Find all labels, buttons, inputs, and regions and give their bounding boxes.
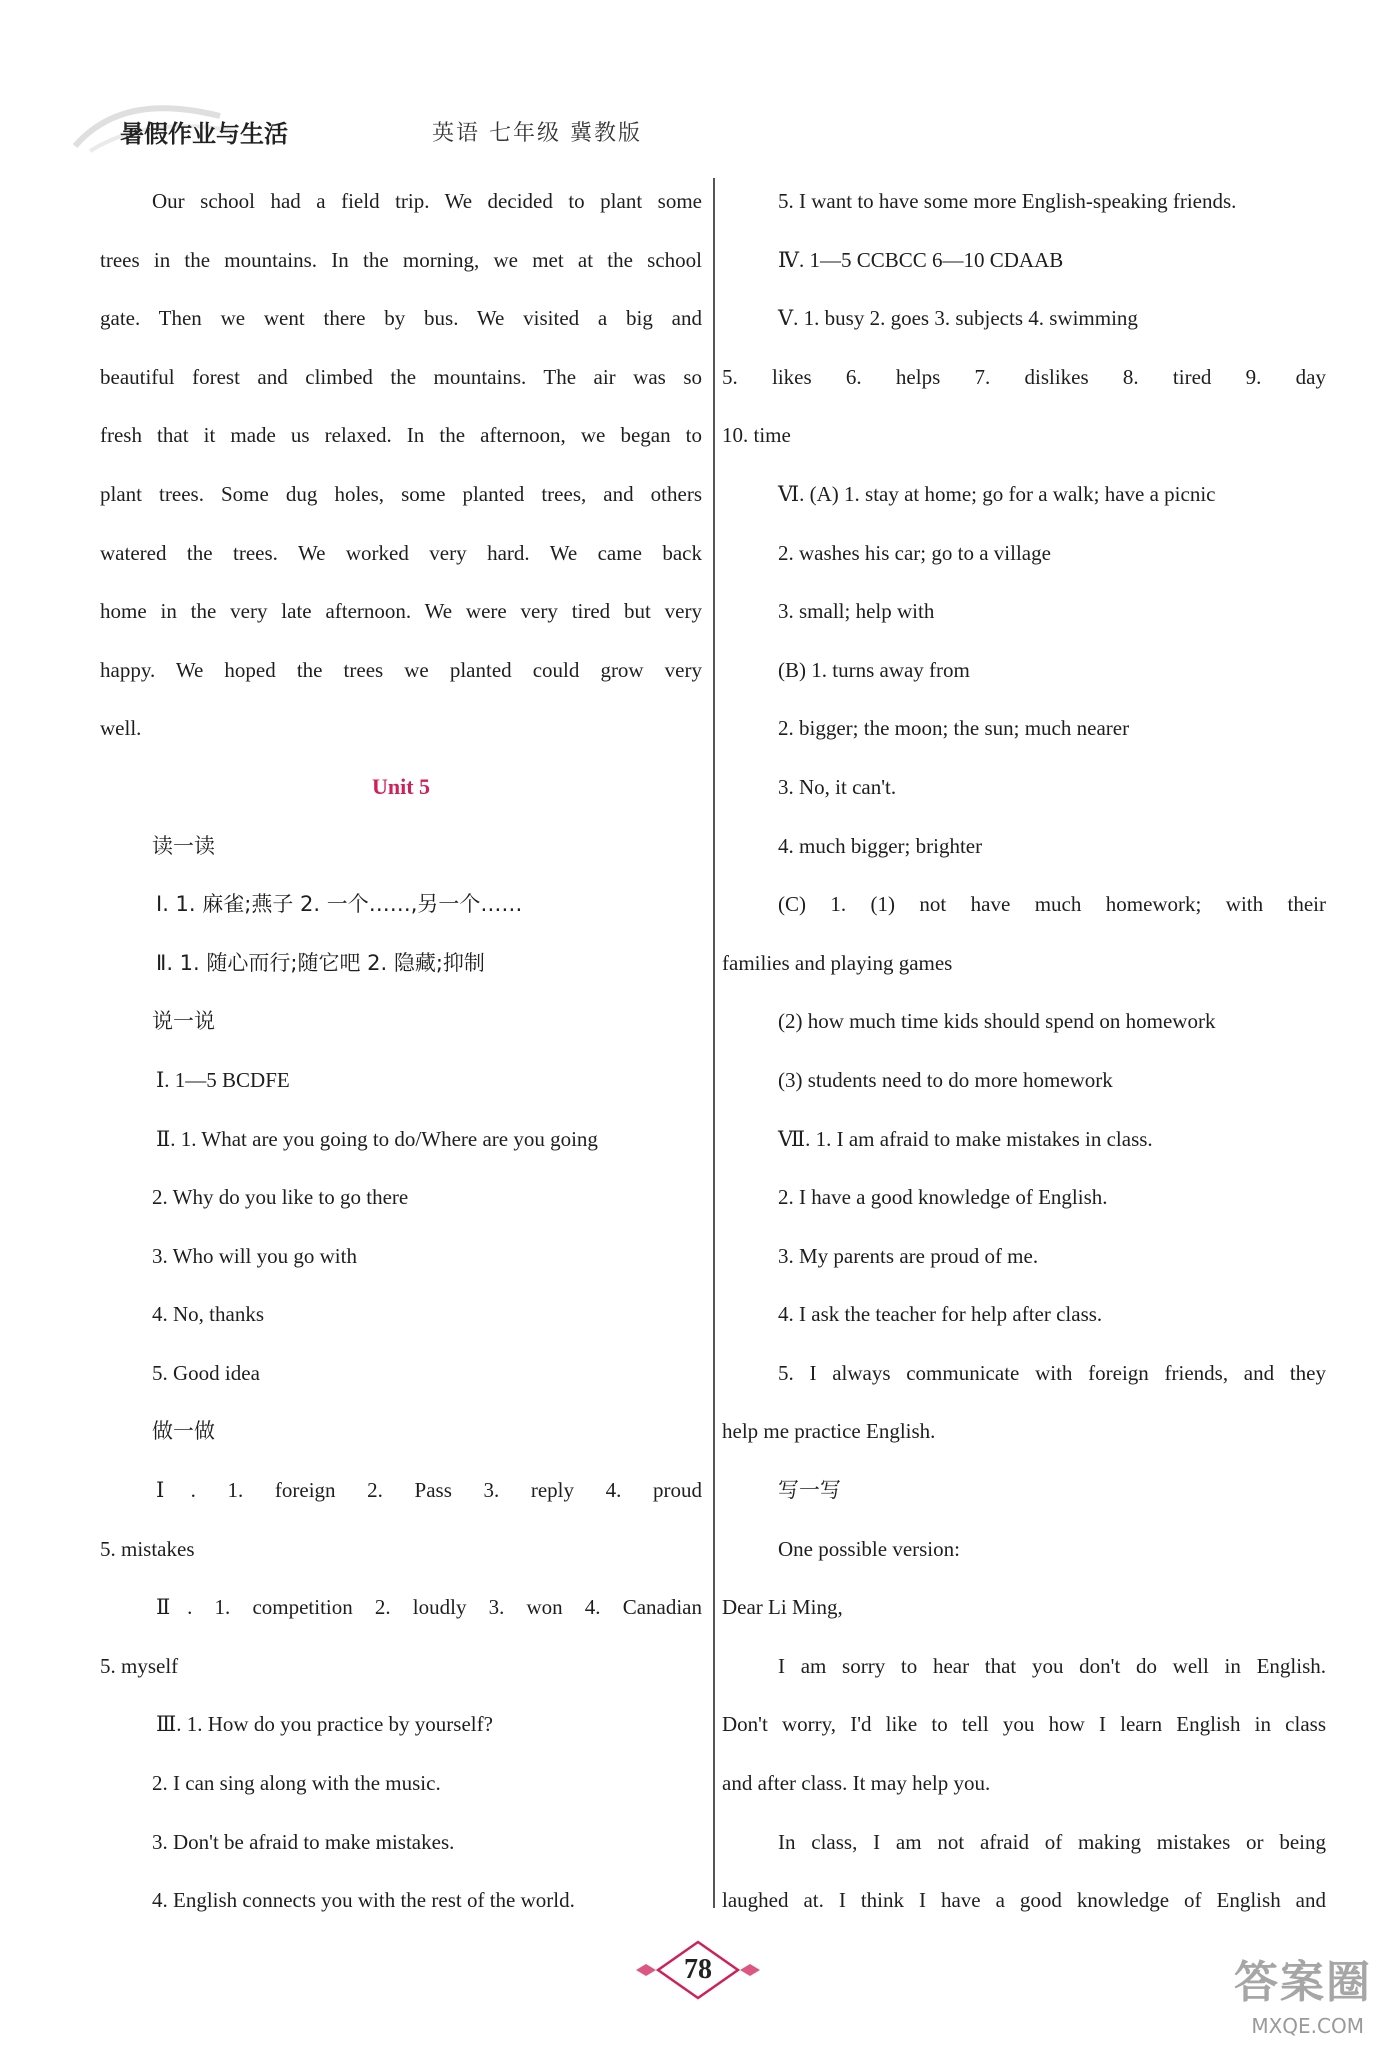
text-line: 读一读 [152, 833, 215, 858]
text-line: 3. Who will you go with [152, 1243, 357, 1268]
text-line: 3. My parents are proud of me. [778, 1243, 1039, 1268]
text-line: Don't worry, I'd like to tell you how I learn English in class [722, 1712, 1326, 1737]
text-line: Ⅲ. 1. How do you practice by yourself? [156, 1712, 493, 1737]
text-line: 做一做 [152, 1419, 215, 1444]
text-line: In class, I am not afraid of making mistakes or being [778, 1829, 1326, 1854]
unit-heading: Unit 5 [371, 773, 431, 799]
text-line: Ⅴ. 1. busy 2. goes 3. subjects 4. swimming [778, 306, 1138, 331]
text-line: Ⅰ. 1. 麻雀;燕子 2. 一个……,另一个…… [156, 892, 523, 917]
text-line: Ⅵ. (A) 1. stay at home; go for a walk; have a picnic [778, 481, 1216, 506]
text-line: trees in the mountains. In the morning, we met at the school [100, 247, 702, 272]
text-line: One possible version: [778, 1536, 960, 1561]
text-line: Ⅳ. 1—5 CCBCC 6—10 CDAAB [778, 247, 1064, 272]
text-line: 2. bigger; the moon; the sun; much nearer [778, 716, 1130, 741]
text-line: (B) 1. turns away from [778, 657, 970, 682]
text-line: home in the very late afternoon. We were very tired but very [100, 599, 702, 624]
text-line: 写一写 [778, 1478, 841, 1503]
text-line: Ⅱ. 1. What are you going to do/Where are you going [156, 1126, 598, 1151]
watermark-site: MXQE.COM [1251, 2014, 1364, 2038]
text-line: 5. mistakes [100, 1536, 195, 1561]
text-line: 4. No, thanks [152, 1302, 264, 1327]
text-line: Ⅱ. 1. competition 2. loudly 3. won 4. Canadian [156, 1595, 702, 1620]
text-line: 4. much bigger; brighter [778, 833, 983, 858]
text-line: 说一说 [152, 1009, 215, 1034]
text-line: 3. No, it can't. [778, 774, 897, 799]
text-line: help me practice English. [722, 1419, 936, 1444]
text-line: gate. Then we went there by bus. We visited a big and [100, 306, 702, 331]
text-line: laughed at. I think I have a good knowledge of English and [722, 1888, 1326, 1913]
text-line: 3. small; help with [778, 599, 935, 624]
left-column [100, 172, 702, 1930]
text-line: (C) 1. (1) not have much homework; with their [778, 892, 1326, 917]
watermark-logo: 答案圈 [1234, 1957, 1372, 2008]
text-line: 5. myself [100, 1653, 179, 1678]
right-column [722, 172, 1326, 1930]
text-line: 3. Don't be afraid to make mistakes. [152, 1829, 455, 1854]
header-subtitle: 英语 七年级 冀教版 [432, 121, 642, 146]
text-line: happy. We hoped the trees we planted could grow very [100, 657, 702, 682]
text-line: families and playing games [722, 950, 953, 975]
text-line: watered the trees. We worked very hard. We came back [100, 540, 702, 565]
text-line: 5. I want to have some more English-speaking friends. [778, 189, 1237, 213]
text-line: 2. washes his car; go to a village [778, 540, 1051, 565]
text-line: 5. I always communicate with foreign friends, and they [778, 1360, 1326, 1385]
text-line: Ⅶ. 1. I am afraid to make mistakes in class. [778, 1126, 1153, 1151]
page-number-badge [628, 1938, 768, 2002]
text-line: 10. time [722, 423, 791, 448]
text-line: 4. English connects you with the rest of the world. [152, 1888, 575, 1913]
text-line: 2. I have a good knowledge of English. [778, 1185, 1108, 1210]
watermark [1192, 1948, 1372, 2038]
text-line: Dear Li Ming, [722, 1595, 843, 1620]
text-line: Ⅰ. 1—5 BCDFE [156, 1067, 290, 1092]
text-line: Ⅰ. 1. foreign 2. Pass 3. reply 4. proud [156, 1478, 702, 1503]
text-line: (2) how much time kids should spend on homework [778, 1009, 1216, 1034]
text-line: well. [100, 716, 142, 741]
text-line: I am sorry to hear that you don't do well in English. [778, 1653, 1326, 1678]
text-line: fresh that it made us relaxed. In the afternoon, we began to [100, 423, 702, 448]
text-line: 4. I ask the teacher for help after class. [778, 1302, 1103, 1327]
text-line: Ⅱ. 1. 随心而行;随它吧 2. 隐藏;抑制 [156, 950, 485, 975]
text-line: Our school had a field trip. We decided to plant some [152, 189, 702, 213]
text-line: (3) students need to do more homework [778, 1067, 1113, 1092]
text-line: 5. likes 6. helps 7. dislikes 8. tired 9. day [722, 364, 1326, 389]
text-line: and after class. It may help you. [722, 1771, 991, 1796]
column-divider [713, 178, 715, 1908]
text-line: 2. Why do you like to go there [152, 1185, 409, 1210]
text-line: plant trees. Some dug holes, some planted trees, and others [100, 481, 702, 506]
page-number: 78 [684, 1954, 712, 1985]
header-brand: 暑假作业与生活 [120, 120, 288, 148]
text-line: 2. I can sing along with the music. [152, 1771, 441, 1796]
text-line: beautiful forest and climbed the mountains. The air was so [100, 364, 702, 389]
text-line: 5. Good idea [152, 1360, 260, 1385]
